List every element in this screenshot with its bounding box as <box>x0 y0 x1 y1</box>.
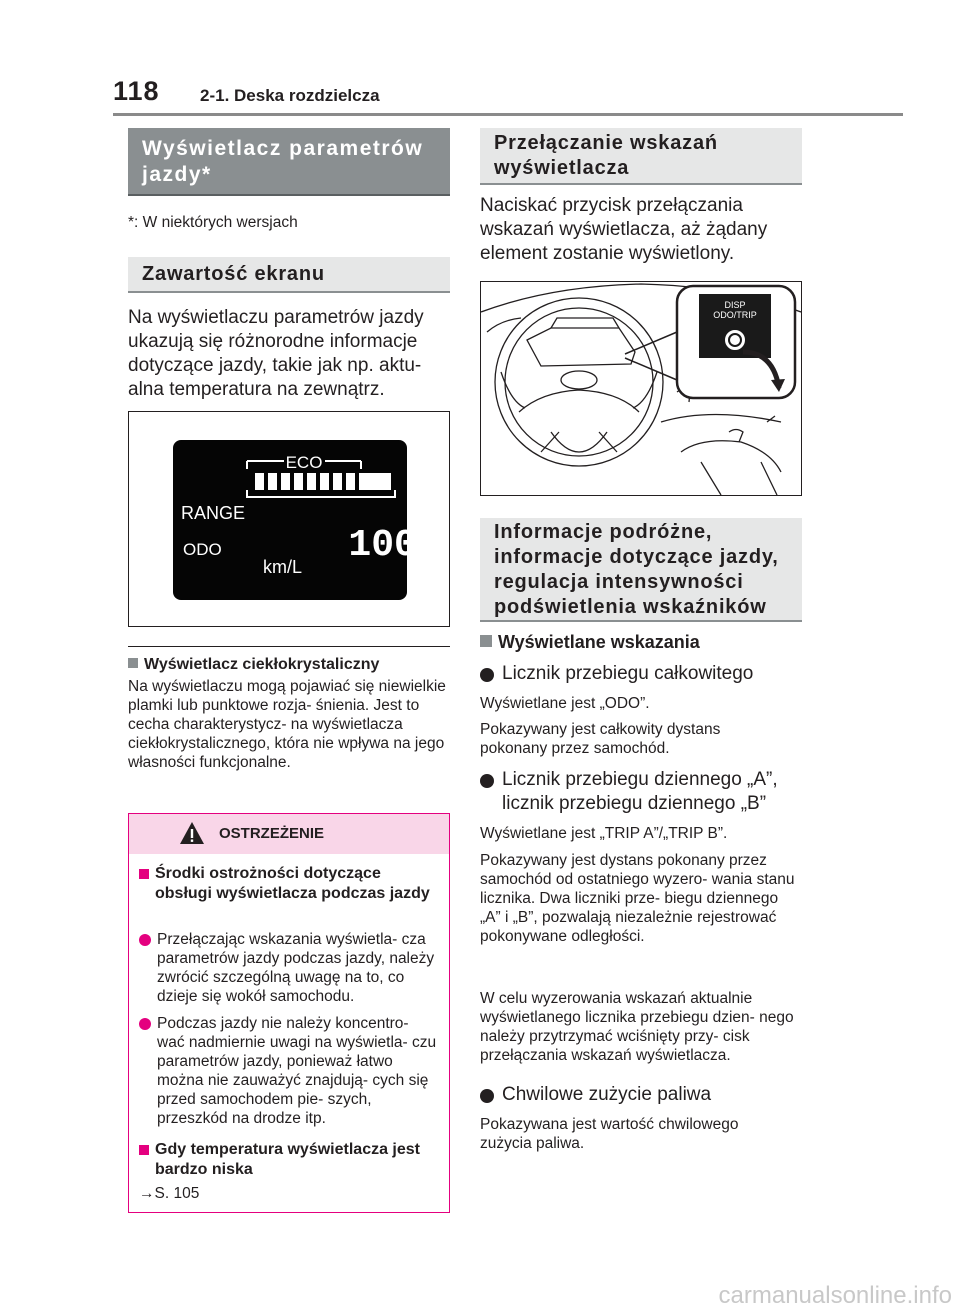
eco-label: ECO <box>285 453 323 472</box>
footnote: *: W niektórych wersjach <box>128 214 298 231</box>
header-rule <box>113 113 903 116</box>
warning-box <box>128 813 450 1213</box>
dashboard-illustration <box>481 282 801 495</box>
lcd-heading: Wyświetlacz ciekłokrystaliczny <box>144 656 380 673</box>
divider <box>128 646 450 647</box>
section-title-trip-info: Informacje podróżne, informacje dotyczące jazdy, regulacja intensywności podświetlenia wskaźników <box>480 518 802 622</box>
warning-heading-1-row <box>139 864 435 904</box>
item3-p1: Pokazywana jest wartość chwilowego zużycia paliwa. <box>480 1116 739 1152</box>
intro-text: Na wyświetlaczu parametrów jazdy ukazują się różnorodne informacje dotyczące jazdy, takie jak np. aktu- alna temperatura na zewnątrz. <box>128 307 424 400</box>
warning-header <box>129 814 449 854</box>
switching-text: Naciskać przycisk przełączania wskazań wyświetlacza, aż żądany element zostanie wyświetlony. <box>480 195 768 264</box>
lcd-heading-row <box>128 655 450 675</box>
odo-label: ODO <box>183 540 222 559</box>
item1-title: Licznik przebiegu całkowitego <box>502 663 754 684</box>
steering-wheel-figure <box>480 281 802 496</box>
warning-bullet-1-row <box>139 930 439 1006</box>
odo-trip-label: ODO/TRIP <box>713 310 757 320</box>
item3-title: Chwilowe zużycie paliwa <box>502 1084 712 1105</box>
disp-label: DISP <box>724 300 746 310</box>
item2-p2: Pokazywany jest dystans pokonany przez samochód od ostatniego wyzero- wania stanu licznika. Dwa liczniki prze- biegu dziennego „A” i „B”, pozwalają niezależnie rejestrować pokonywane odległości. <box>480 852 795 945</box>
shown-heading: Wyświetlane wskazania <box>498 632 700 652</box>
warning-heading-2-row <box>139 1140 435 1180</box>
chapter-title: 2-1. Deska rozdzielcza <box>200 86 380 105</box>
warning-reference: →S. 105 <box>139 1185 200 1202</box>
lcd-display-illustration <box>129 412 449 626</box>
bullet-icon <box>480 1089 494 1103</box>
watermark: carmanualsonline.info <box>718 1282 952 1309</box>
warning-bullet-2: Podczas jazdy nie należy koncentro- wać nadmiernie uwagi na wyświetla- czu parametrów jazdy, ponieważ łatwo można nie zauważyć znajdują- cych się przed samochodem pie- szych, przeszkód na drodze itp. <box>157 1015 437 1127</box>
item1-p1: Wyświetlane jest „ODO”. <box>480 695 650 712</box>
unit-label: km/L <box>263 557 303 577</box>
subsection-title-screen-content: Zawartość ekranu <box>128 257 450 293</box>
square-bullet-icon <box>128 658 138 668</box>
pink-square-icon <box>139 1145 149 1155</box>
pink-dot-icon <box>139 934 151 946</box>
item1-p2: Pokazywany jest całkowity dystans pokonany przez samochód. <box>480 721 721 757</box>
item1-title-row <box>480 662 802 686</box>
warning-bullet-1: Przełączając wskazania wyświetla- cza parametrów jazdy podczas jazdy, należy zwrócić szczególną uwagę na to, co dzieje się wokół samochodu. <box>157 931 435 1005</box>
pink-dot-icon <box>139 1018 151 1030</box>
warning-triangle-icon <box>179 821 205 845</box>
item2-title: Licznik przebiegu dziennego „A”, licznik przebiegu dziennego „B” <box>502 769 778 814</box>
section-title-trip-display: Wyświetlacz parametrów jazdy* <box>128 128 450 196</box>
display-figure <box>128 411 450 627</box>
item2-p3: W celu wyzerowania wskazań aktualnie wyświetlanego licznika przebiegu dzien- nego należy przytrzymać wciśnięty przy- cisk przełączania wskazań wyświetlacza. <box>480 990 794 1064</box>
bullet-icon <box>480 668 494 682</box>
shown-heading-row <box>480 632 802 653</box>
odometer-digits: 1000 <box>348 524 440 567</box>
item2-p1: Wyświetlane jest „TRIP A”/„TRIP B”. <box>480 825 728 842</box>
section-title-switching: Przełączanie wskazań wyświetlacza <box>480 128 802 185</box>
warning-title: OSTRZEŻENIE <box>219 825 325 842</box>
item2-title-row <box>480 768 802 816</box>
bullet-icon <box>480 774 494 788</box>
warning-heading-1: Środki ostrożności dotyczące obsługi wyświetlacza podczas jazdy <box>155 865 430 902</box>
range-label: RANGE <box>181 503 246 523</box>
warning-heading-2: Gdy temperatura wyświetlacza jest bardzo niska <box>155 1141 420 1178</box>
warning-bullet-2-row <box>139 1014 439 1128</box>
lcd-text: Na wyświetlaczu mogą pojawiać się niewielkie plamki lub punktowe rozja- śnienia. Jest to cecha charakterystycz- na wyświetlacza ciekłokrystalicznego, która nie wpływa na jego własności funkcjonalne. <box>128 678 446 771</box>
page-number: 118 <box>113 76 160 106</box>
item3-title-row <box>480 1083 802 1107</box>
square-bullet-icon <box>480 635 492 647</box>
pink-square-icon <box>139 869 149 879</box>
